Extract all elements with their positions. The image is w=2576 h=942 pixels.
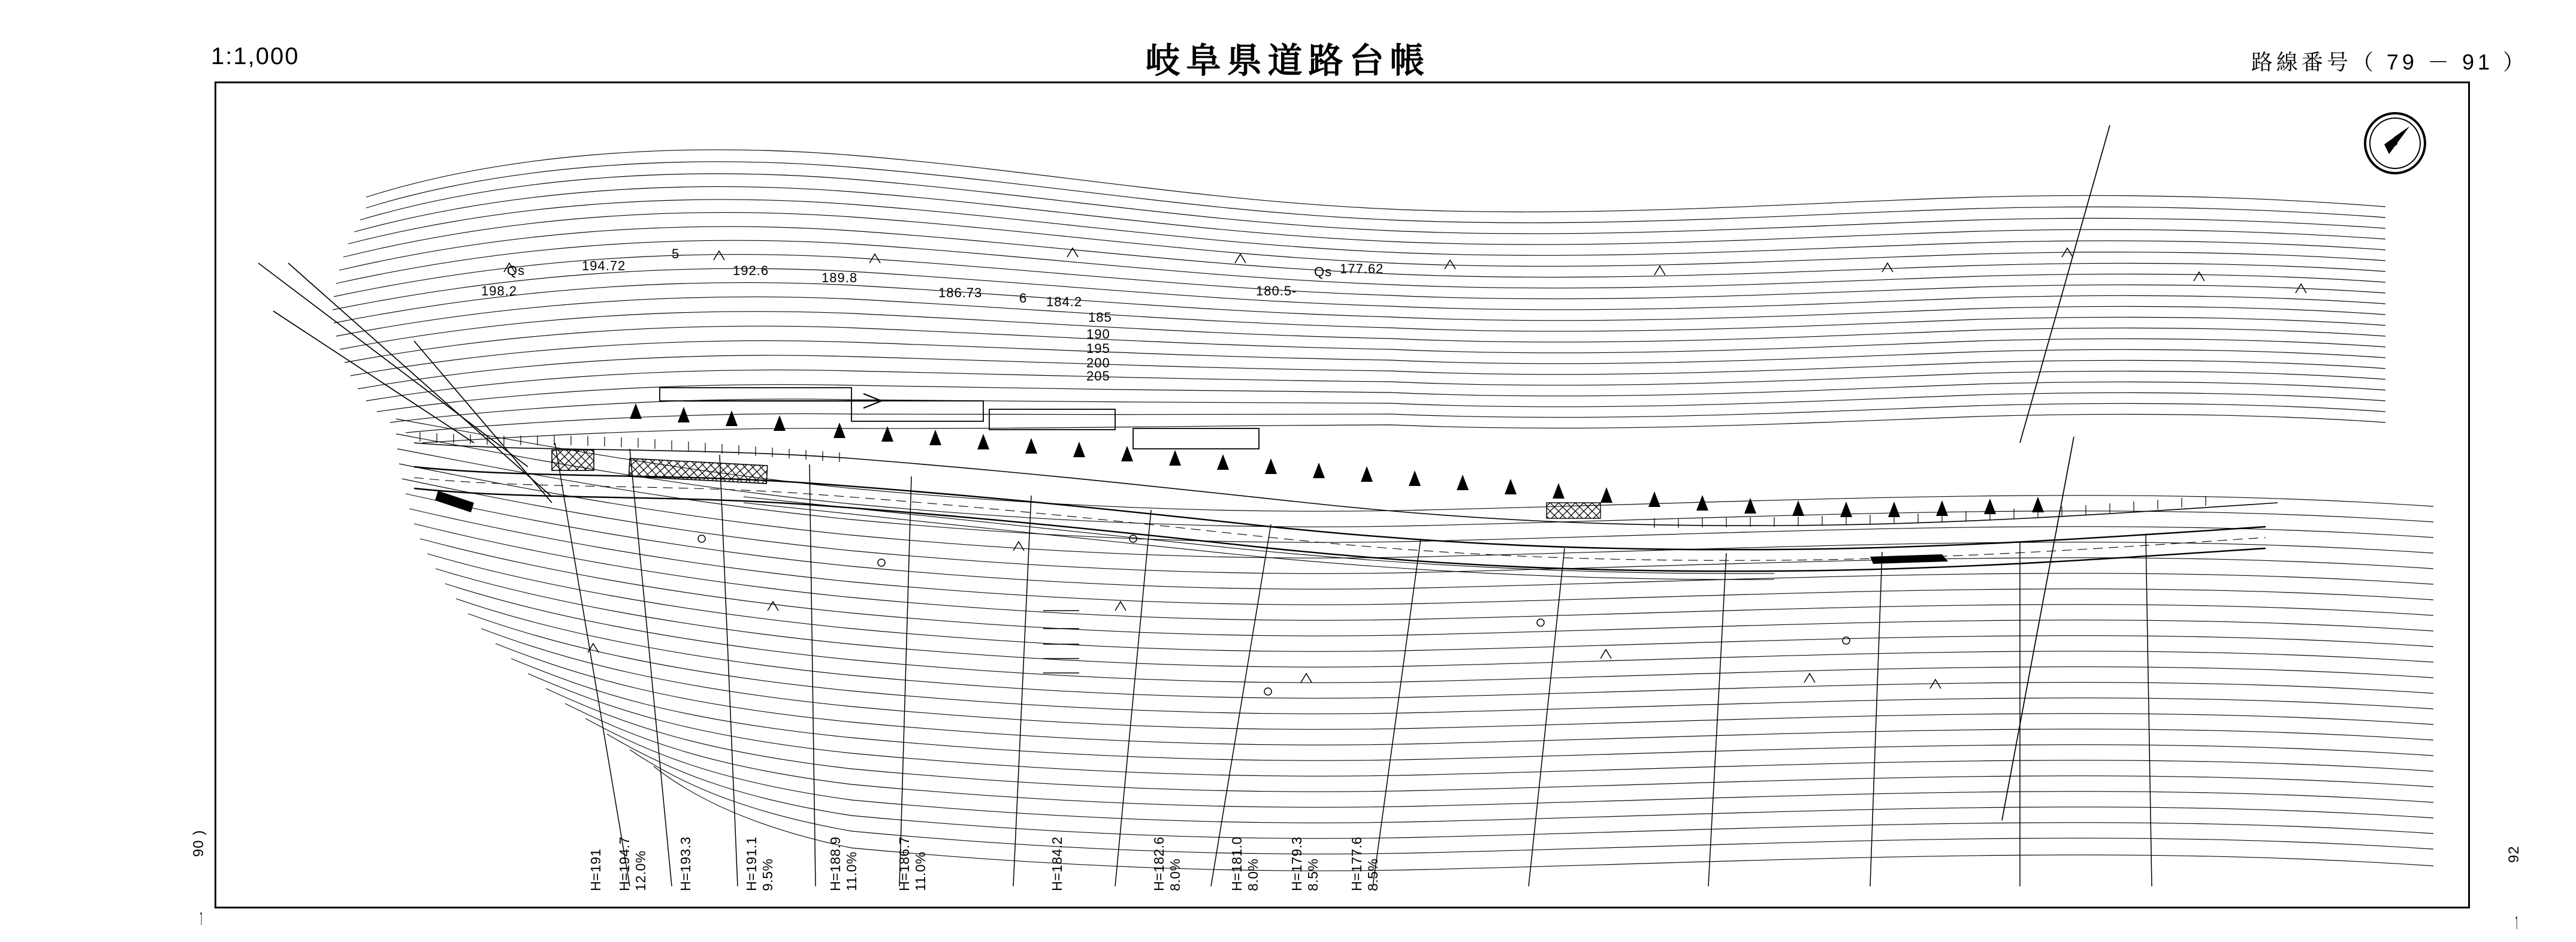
- edge-label-left-90: 90 ): [191, 829, 207, 857]
- station-grade: 8.0%: [1245, 858, 1261, 891]
- station-grade: 11.0%: [844, 851, 860, 891]
- station-grade: 11.0%: [913, 851, 929, 891]
- station-elevation: H=191: [588, 849, 603, 891]
- station-grade: 8.5%: [1365, 858, 1381, 891]
- edge-label-right-dash: 一: [2510, 915, 2526, 930]
- soil-symbol-qs-right: Qs: [1314, 264, 1333, 279]
- soil-symbol-qs-left: Qs: [507, 263, 526, 278]
- station-elevation: H=188.9: [828, 836, 843, 891]
- station-callout: [1229, 837, 1261, 891]
- contour-elevation-label: 195: [1086, 341, 1110, 356]
- station-elevation: H=182.6: [1151, 836, 1167, 891]
- north-arrow-icon: [2358, 106, 2432, 180]
- station-elevation: H=191.1: [744, 836, 759, 891]
- station-grade: 12.0%: [633, 850, 649, 891]
- station-callout: [617, 837, 649, 891]
- topographic-map-drawing: [216, 83, 2468, 907]
- route-number-label: 路線番号（ 79 － 91 ）: [2251, 50, 2528, 74]
- station-elevation: H=184.2: [1049, 836, 1065, 891]
- station-elevation: H=179.3: [1289, 836, 1304, 891]
- map-annotation: 5: [672, 246, 680, 261]
- map-annotation: 6: [1019, 291, 1028, 306]
- station-callout: [828, 837, 860, 891]
- contour-elevation-label: 190: [1086, 327, 1110, 342]
- map-annotation: 186.73: [938, 285, 983, 300]
- map-frame: [215, 81, 2470, 908]
- station-callout: [678, 837, 694, 891]
- station-elevation: H=181.0: [1229, 836, 1245, 891]
- contour-elevation-label: 185: [1088, 310, 1112, 325]
- map-annotation: 192.6: [733, 263, 769, 278]
- station-grade: 8.5%: [1305, 858, 1321, 891]
- map-annotation: 180.5-: [1256, 283, 1297, 298]
- contour-elevation-label: 200: [1086, 355, 1110, 370]
- map-annotation: 184.2: [1046, 294, 1083, 309]
- map-annotation: 189.8: [822, 270, 858, 285]
- station-callout: [744, 837, 776, 891]
- station-callout: [1049, 837, 1065, 891]
- station-elevation: H=177.6: [1349, 836, 1364, 891]
- map-annotation: 198.2: [481, 283, 518, 298]
- station-elevation: H=193.3: [678, 836, 693, 891]
- station-callout: [1151, 837, 1183, 891]
- station-elevation: H=194.7: [617, 836, 632, 891]
- station-grade: 8.0%: [1167, 858, 1183, 891]
- page-title: 岐阜県道路台帳: [1145, 40, 1431, 81]
- station-callout: [1349, 837, 1381, 891]
- edge-label-right-92: 92: [2506, 846, 2522, 863]
- station-callout: [1289, 837, 1321, 891]
- scale-label: 1:1,000: [211, 43, 300, 70]
- contour-elevation-label: 205: [1086, 369, 1110, 384]
- station-callout: [896, 837, 929, 891]
- station-callout: [588, 849, 604, 891]
- edge-label-left-dash: 一: [195, 911, 211, 926]
- map-annotation: 177.62: [1340, 261, 1384, 276]
- map-annotation: 194.72: [582, 258, 626, 273]
- station-grade: 9.5%: [760, 858, 776, 891]
- station-elevation: H=186.7: [896, 836, 912, 891]
